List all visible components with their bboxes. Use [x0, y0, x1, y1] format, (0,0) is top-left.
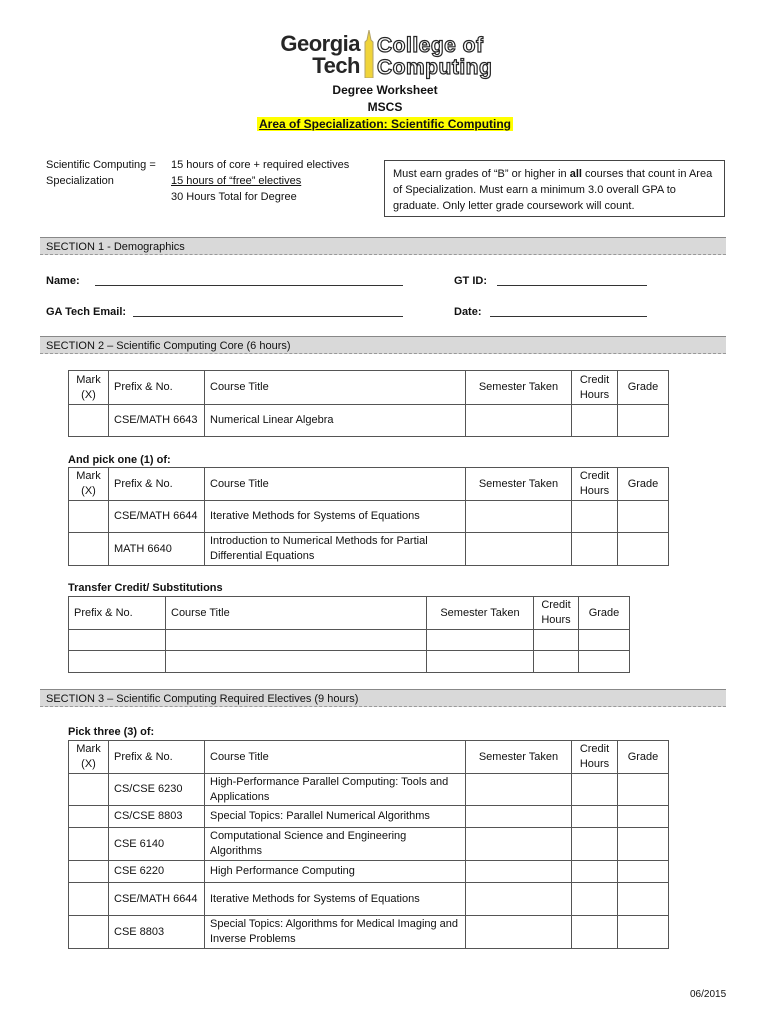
summary-label-2: Specialization	[46, 175, 114, 187]
semester-cell[interactable]	[466, 883, 572, 916]
grade-cell[interactable]	[618, 883, 669, 916]
semester-cell[interactable]	[466, 806, 572, 828]
grade-cell[interactable]	[618, 501, 669, 533]
name-label: Name:	[46, 275, 80, 287]
grade-cell[interactable]	[618, 533, 669, 566]
title-cell[interactable]	[166, 630, 427, 651]
col-prefix: Prefix & No.	[109, 741, 205, 774]
date-field[interactable]	[490, 316, 647, 317]
prefix-cell[interactable]	[69, 630, 166, 651]
credit-cell[interactable]	[572, 916, 618, 949]
grade-cell[interactable]	[618, 861, 669, 883]
email-field[interactable]	[133, 316, 403, 317]
grade-cell[interactable]	[618, 806, 669, 828]
grade-cell[interactable]	[579, 651, 630, 673]
summary-total-hours: 30 Hours Total for Degree	[171, 191, 297, 203]
col-prefix: Prefix & No.	[109, 371, 205, 405]
pick-three-table	[68, 740, 669, 949]
title-cell: Numerical Linear Algebra	[205, 405, 466, 437]
section-2-header: SECTION 2 – Scientific Computing Core (6 hours)	[40, 336, 726, 354]
col-mark: Mark (X)	[69, 468, 109, 501]
prefix-cell: CSE 6140	[109, 828, 205, 861]
prefix-cell: CSE/MATH 6644	[109, 501, 205, 533]
table-row	[69, 916, 669, 949]
grade-cell[interactable]	[579, 630, 630, 651]
table-row	[69, 828, 669, 861]
title-cell: Iterative Methods for Systems of Equations	[205, 883, 466, 916]
grade-cell[interactable]	[618, 774, 669, 806]
col-credit: Credit Hours	[572, 371, 618, 405]
grade-cell[interactable]	[618, 828, 669, 861]
col-prefix: Prefix & No.	[69, 597, 166, 630]
table-header-row	[69, 597, 630, 630]
pick-three-heading: Pick three (3) of:	[68, 726, 155, 738]
prefix-cell: CS/CSE 6230	[109, 774, 205, 806]
prefix-cell: CSE 6220	[109, 861, 205, 883]
table-header-row	[69, 371, 669, 405]
prefix-cell: MATH 6640	[109, 533, 205, 566]
table-row	[69, 533, 669, 566]
logo-tech: Tech	[312, 53, 360, 78]
col-grade: Grade	[579, 597, 630, 630]
prefix-cell: CSE/MATH 6644	[109, 883, 205, 916]
credit-cell[interactable]	[572, 861, 618, 883]
mark-cell[interactable]	[69, 828, 109, 861]
title-cell: Iterative Methods for Systems of Equations	[205, 501, 466, 533]
table-header-row	[69, 468, 669, 501]
col-grade: Grade	[618, 371, 669, 405]
summary-free-hours: 15 hours of “free” electives	[171, 175, 302, 187]
semester-cell[interactable]	[466, 861, 572, 883]
title-cell: Special Topics: Parallel Numerical Algorithms	[205, 806, 466, 828]
credit-cell[interactable]	[572, 828, 618, 861]
semester-cell[interactable]	[466, 405, 572, 437]
col-semester: Semester Taken	[466, 468, 572, 501]
title-cell: Special Topics: Algorithms for Medical Imaging and Inverse Problems	[205, 916, 466, 949]
specialization-highlight: Area of Specialization: Scientific Computing	[258, 117, 512, 131]
credit-cell[interactable]	[572, 806, 618, 828]
semester-cell[interactable]	[466, 828, 572, 861]
worksheet-title: Degree Worksheet	[332, 83, 438, 97]
tech-tower-icon	[362, 30, 376, 78]
credit-cell[interactable]	[572, 501, 618, 533]
specialization-title	[0, 117, 770, 131]
section-3-header: SECTION 3 – Scientific Computing Required Electives (9 hours)	[40, 689, 726, 707]
transfer-heading: Transfer Credit/ Substitutions	[68, 582, 223, 594]
credit-cell[interactable]	[572, 774, 618, 806]
col-mark: Mark (X)	[69, 741, 109, 774]
col-credit: Credit Hours	[572, 468, 618, 501]
mark-cell[interactable]	[69, 405, 109, 437]
date-label: Date:	[454, 306, 482, 318]
section-1-header: SECTION 1 - Demographics	[40, 237, 726, 255]
col-credit: Credit Hours	[534, 597, 579, 630]
table-row	[69, 651, 630, 673]
logo-georgia-tech-text	[252, 33, 360, 77]
semester-cell[interactable]	[466, 916, 572, 949]
logo-computing: Computing	[377, 56, 493, 79]
table-row	[69, 883, 669, 916]
title-cell: High-Performance Parallel Computing: Tools and Applications	[205, 774, 466, 806]
grade-requirement-note	[384, 160, 725, 217]
degree-name: MSCS	[367, 100, 403, 114]
credit-cell[interactable]	[572, 533, 618, 566]
semester-cell[interactable]	[466, 774, 572, 806]
table-header-row	[69, 741, 669, 774]
grade-cell[interactable]	[618, 916, 669, 949]
col-title: Course Title	[205, 468, 466, 501]
semester-cell[interactable]	[427, 651, 534, 673]
col-title: Course Title	[205, 371, 466, 405]
logo-college-text	[377, 35, 492, 79]
credit-cell[interactable]	[572, 883, 618, 916]
mark-cell[interactable]	[69, 774, 109, 806]
email-label: GA Tech Email:	[46, 306, 127, 318]
title-cell: High Performance Computing	[205, 861, 466, 883]
summary-core-hours: 15 hours of core + required electives	[171, 159, 350, 171]
prefix-cell: CSE/MATH 6643	[109, 405, 205, 437]
gtid-field[interactable]	[497, 285, 647, 286]
semester-cell[interactable]	[427, 630, 534, 651]
table-row	[69, 774, 669, 806]
table-row	[69, 806, 669, 828]
pick-one-heading: And pick one (1) of:	[68, 454, 171, 466]
credit-cell[interactable]	[572, 405, 618, 437]
logo-georgia: Georgia	[280, 31, 360, 56]
table-row	[69, 630, 630, 651]
semester-cell[interactable]	[466, 501, 572, 533]
semester-cell[interactable]	[466, 533, 572, 566]
col-grade: Grade	[618, 741, 669, 774]
transfer-table	[68, 596, 630, 673]
table-row	[69, 405, 669, 437]
credit-cell[interactable]	[534, 630, 579, 651]
grade-cell[interactable]	[618, 405, 669, 437]
col-semester: Semester Taken	[466, 741, 572, 774]
prefix-cell[interactable]	[69, 651, 166, 673]
name-field[interactable]	[95, 285, 403, 286]
col-mark: Mark (X)	[69, 371, 109, 405]
title-cell: Introduction to Numerical Methods for Partial Differential Equations	[205, 533, 466, 566]
mark-cell[interactable]	[69, 861, 109, 883]
col-semester: Semester Taken	[466, 371, 572, 405]
credit-cell[interactable]	[534, 651, 579, 673]
revision-date: 06/2015	[690, 989, 727, 1000]
prefix-cell: CS/CSE 8803	[109, 806, 205, 828]
col-title: Course Title	[205, 741, 466, 774]
note-text-1: Must earn grades of “B” or higher in	[393, 168, 570, 180]
note-text-2: courses that count in Area of Specialization. Must earn a minimum 3.0 overall GPA to graduate. Only letter grade coursework will count.	[393, 168, 713, 212]
col-title: Course Title	[166, 597, 427, 630]
col-credit: Credit Hours	[572, 741, 618, 774]
table-row	[69, 501, 669, 533]
prefix-cell: CSE 8803	[109, 916, 205, 949]
mark-cell[interactable]	[69, 916, 109, 949]
summary-label-1: Scientific Computing =	[46, 159, 156, 171]
gtid-label: GT ID:	[454, 275, 487, 287]
col-grade: Grade	[618, 468, 669, 501]
pick-one-table	[68, 467, 669, 566]
logo-college-of: College of	[377, 34, 484, 57]
col-semester: Semester Taken	[427, 597, 534, 630]
mark-cell[interactable]	[69, 806, 109, 828]
col-prefix: Prefix & No.	[109, 468, 205, 501]
title-cell[interactable]	[166, 651, 427, 673]
table-row	[69, 861, 669, 883]
title-cell: Computational Science and Engineering Algorithms	[205, 828, 466, 861]
note-text-bold: all	[569, 168, 582, 180]
mark-cell[interactable]	[69, 883, 109, 916]
core-course-table	[68, 370, 669, 437]
mark-cell[interactable]	[69, 533, 109, 566]
mark-cell[interactable]	[69, 501, 109, 533]
